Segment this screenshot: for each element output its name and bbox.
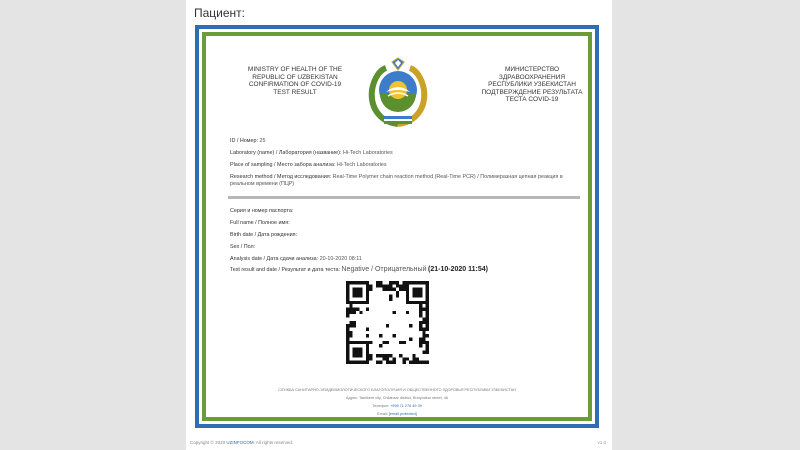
field-label: Full name / Полное имя: — [230, 220, 290, 226]
field-label: Laboratory (name) / Лаборатория (название): — [230, 150, 342, 156]
header-left-line: TEST RESULT — [273, 88, 317, 96]
field-label: Серия и номер паспорта: — [230, 208, 294, 214]
footer-email-link[interactable]: [email protected] — [388, 412, 417, 416]
header-left-line: REPUBLIC OF UZBEKISTAN — [252, 73, 338, 81]
footer-phone — [206, 404, 588, 408]
result-date: (21-10-2020 11:54) — [428, 266, 488, 273]
qr-code — [346, 281, 429, 364]
version-label: v1.0 — [597, 440, 606, 445]
footer-service: СЛУЖБА САНИТАРНО-ЭПИДЕМИОЛОГИЧЕСКОГО БЛАГОПОЛУЧИЯ И ОБЩЕСТВЕННОГО ЗДОРОВЬЯ РЕСПУБЛИКИ УЗБЕКИСТАН — [278, 388, 516, 392]
footer-address-value: Tashkent city, Chilanzar district, Bunyodkor street, 46 — [359, 396, 448, 400]
qr-modules — [346, 281, 429, 364]
footer-address — [206, 396, 588, 400]
field-value: 25 — [259, 138, 266, 144]
field-label: Place of sampling / Место забора анализа: — [230, 162, 336, 168]
footer-email-label: Email: — [377, 412, 388, 416]
field-birth-date — [230, 232, 580, 239]
field-label: Research method / Метод исследования: — [230, 174, 332, 180]
field-label: Sex / Пол: — [230, 244, 256, 250]
header-right-line: ПОДТВЕРЖДЕНИЕ РЕЗУЛЬТАТА — [481, 88, 583, 96]
footer-phone-label: Телефон: — [372, 404, 389, 408]
state-emblem-icon — [364, 56, 432, 130]
certificate-frame — [195, 25, 599, 428]
page — [186, 0, 612, 450]
header-left — [232, 66, 358, 96]
field-full-name — [230, 220, 580, 227]
result-value: Negative / Отрицательный — [341, 266, 427, 273]
field-method — [230, 174, 580, 188]
header-right-line: ТЕСТА COVID-19 — [505, 96, 559, 104]
header-right-line: ЗДРАВООХРАНЕНИЯ — [498, 73, 566, 81]
field-sex — [230, 244, 580, 251]
copyright-suffix: . All rights reserved. — [253, 440, 294, 445]
field-place — [230, 162, 580, 169]
header-left-line: CONFIRMATION OF COVID-19 — [248, 81, 342, 89]
field-value: Real-Time Polymer chain reaction method (Real-Time PCR) / Полимеразная цепная реакция в реальном времени (ПЦР) — [230, 174, 563, 187]
field-test-result — [230, 267, 580, 274]
separator — [228, 196, 580, 199]
field-value: Hi-Tech Laboratories — [336, 162, 387, 168]
page-title: Пациент: — [194, 6, 246, 20]
field-value: 20-10-2020 08:11 — [319, 256, 362, 262]
copyright-prefix: Copyright © 2020 — [190, 440, 226, 445]
footer-address-label: Адрес: — [346, 396, 358, 400]
field-label: Birth date / Дата рождения: — [230, 232, 298, 238]
footer-phone-link[interactable]: +998 71 276 49 39 — [390, 404, 422, 408]
certificate — [202, 32, 592, 421]
field-analysis-date — [230, 256, 580, 263]
field-laboratory — [230, 150, 580, 157]
footer-email — [206, 412, 588, 416]
field-id — [230, 138, 580, 145]
field-passport — [230, 208, 580, 215]
field-label: ID / Номер: — [230, 138, 258, 144]
field-label: Test result and date / Результат и дата теста: — [230, 267, 340, 273]
copyright-brand-link[interactable]: UZINFOCOM — [226, 440, 254, 445]
header-right-line: РЕСПУБЛИКИ УЗБЕКИСТАН — [488, 81, 576, 89]
certificate-content — [206, 36, 588, 417]
copyright — [190, 440, 293, 445]
header-right-line: МИНИСТЕРСТВО — [504, 66, 560, 73]
field-value: Hi-Tech Laboratories — [342, 150, 393, 156]
header-left-line: MINISTRY OF HEALTH OF THE — [247, 66, 343, 73]
field-label: Analysis date / Дата сдачи анализа: — [230, 256, 319, 262]
header-right — [472, 66, 592, 104]
